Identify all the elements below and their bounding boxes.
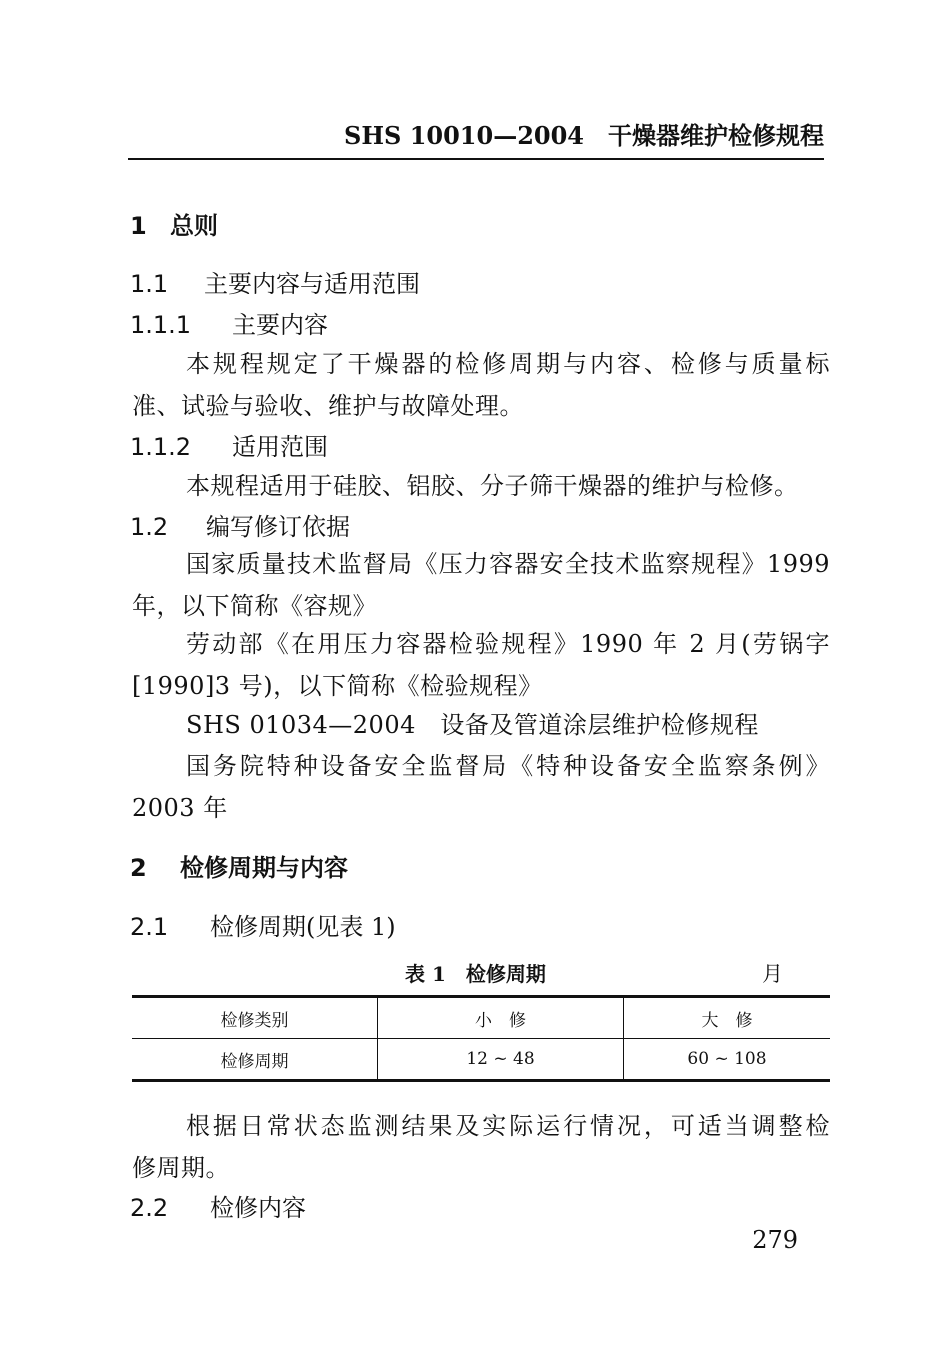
table-cell: 60 ~ 108 bbox=[624, 1039, 831, 1081]
section-1-1-heading bbox=[130, 264, 420, 299]
section-number: 1.2 bbox=[130, 513, 169, 541]
section-title: 检修周期(见表 1) bbox=[210, 913, 396, 941]
table-unit: 月 bbox=[762, 962, 783, 986]
header-rule bbox=[128, 158, 824, 160]
table-header-cell: 大 修 bbox=[624, 997, 831, 1039]
section-2-heading bbox=[130, 848, 348, 883]
maintenance-cycle-table bbox=[132, 995, 830, 1082]
table-row bbox=[132, 1039, 830, 1081]
section-title: 主要内容 bbox=[232, 311, 328, 339]
section-title: 检修内容 bbox=[210, 1194, 306, 1222]
section-2-2-heading bbox=[130, 1188, 306, 1223]
table-header-cell: 小 修 bbox=[378, 997, 624, 1039]
paragraph-line: 本规程适用于硅胶、铝胶、分子筛干燥器的维护与检修。 bbox=[186, 472, 799, 500]
reference-line: SHS 01034—2004 设备及管道涂层维护检修规程 bbox=[186, 711, 759, 739]
paragraph-line: 准、试验与验收、维护与故障处理。 bbox=[132, 392, 524, 420]
section-title: 编写修订依据 bbox=[206, 513, 350, 541]
table-header-cell: 检修类别 bbox=[132, 997, 378, 1039]
section-number: 2.2 bbox=[130, 1194, 169, 1222]
section-1-1-1-heading bbox=[130, 305, 328, 340]
table-header-row bbox=[132, 997, 830, 1039]
page-number: 279 bbox=[752, 1226, 798, 1254]
running-header: SHS 10010—2004 干燥器维护检修规程 bbox=[344, 121, 824, 150]
reference-line: 2003 年 bbox=[132, 794, 228, 822]
section-number: 2.1 bbox=[130, 913, 169, 941]
paragraph-line: 修周期。 bbox=[132, 1154, 230, 1182]
paragraph-line: 本规程规定了干燥器的检修周期与内容、检修与质量标 bbox=[186, 350, 830, 378]
section-title: 检修周期与内容 bbox=[180, 853, 348, 882]
section-number: 1 bbox=[130, 212, 147, 240]
reference-line: 劳动部《在用压力容器检验规程》1990 年 2 月(劳锅字 bbox=[186, 630, 830, 658]
reference-line: 国务院特种设备安全监督局《特种设备安全监察条例》 bbox=[186, 752, 830, 780]
section-number: 1.1.2 bbox=[130, 433, 192, 461]
section-2-1-heading bbox=[130, 907, 396, 942]
table-cell: 检修周期 bbox=[132, 1039, 378, 1081]
reference-line: [1990]3 号)，以下简称《检验规程》 bbox=[132, 672, 543, 700]
paragraph-line: 根据日常状态监测结果及实际运行情况，可适当调整检 bbox=[186, 1112, 830, 1140]
section-1-1-2-heading bbox=[130, 427, 328, 462]
section-number: 2 bbox=[130, 854, 147, 882]
section-number: 1.1 bbox=[130, 270, 169, 298]
section-number: 1.1.1 bbox=[130, 311, 192, 339]
reference-line: 年，以下简称《容规》 bbox=[132, 592, 377, 620]
reference-line: 国家质量技术监督局《压力容器安全技术监察规程》1999 bbox=[186, 550, 830, 578]
table-cell: 12 ~ 48 bbox=[378, 1039, 624, 1081]
section-1-2-heading bbox=[130, 507, 350, 542]
section-title: 总则 bbox=[170, 211, 218, 240]
section-1-heading bbox=[130, 206, 218, 241]
section-title: 适用范围 bbox=[232, 433, 328, 461]
table-caption: 表 1 检修周期 bbox=[405, 962, 546, 986]
section-title: 主要内容与适用范围 bbox=[204, 270, 420, 298]
